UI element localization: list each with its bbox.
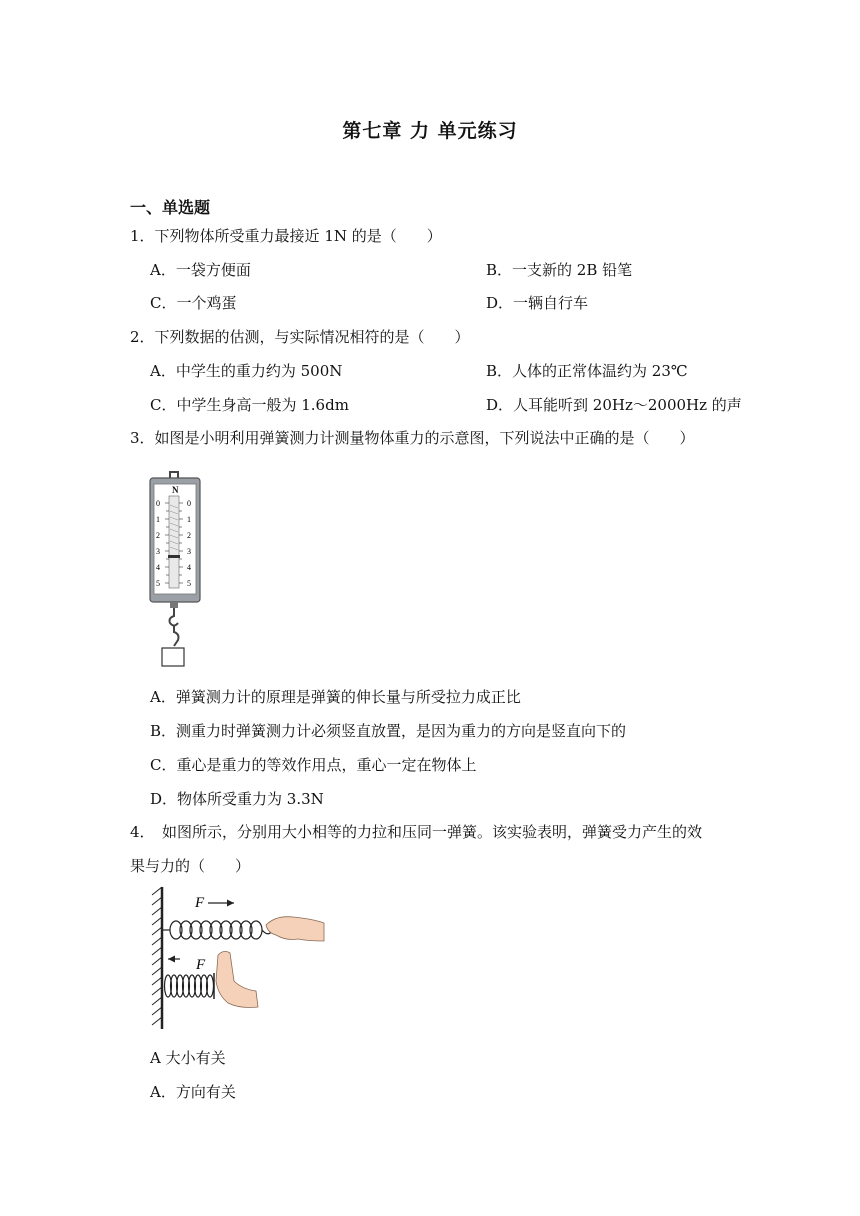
q2-option-d: D．人耳能听到 20Hz～2000Hz 的声 bbox=[486, 396, 742, 414]
scale-left-4: 4 bbox=[156, 563, 160, 572]
q4-option-a: A 大小有关 bbox=[150, 1049, 226, 1067]
q2-option-c: C．中学生身高一般为 1.6dm bbox=[150, 396, 349, 414]
q1-option-b: B．一支新的 2B 铅笔 bbox=[486, 261, 633, 279]
q3-option-b: B．测重力时弹簧测力计必须竖直放置，是因为重力的方向是竖直向下的 bbox=[150, 722, 627, 740]
question-4-stem-line1: 4． 如图所示，分别用大小相等的力拉和压同一弹簧。该实验表明，弹簧受力产生的效 bbox=[130, 823, 703, 841]
scale-right-4: 4 bbox=[187, 563, 191, 572]
scale-left-5: 5 bbox=[156, 579, 160, 588]
force-label-top: F bbox=[195, 895, 205, 911]
scale-right-2: 2 bbox=[187, 531, 191, 540]
q2-option-b: B．人体的正常体温约为 23℃ bbox=[486, 362, 688, 380]
question-2-stem: 2．下列数据的估测，与实际情况相符的是（ ） bbox=[130, 328, 470, 346]
scale-right-1: 1 bbox=[187, 515, 191, 524]
q2-option-a: A．中学生的重力约为 500N bbox=[150, 362, 343, 380]
scale-unit-label: N bbox=[172, 485, 179, 495]
scale-right-5: 5 bbox=[187, 579, 191, 588]
question-3-stem: 3．如图是小明利用弹簧测力计测量物体重力的示意图，下列说法中正确的是（ ） bbox=[130, 429, 695, 447]
scale-left-3: 3 bbox=[156, 547, 160, 556]
spring-scale-figure bbox=[140, 470, 210, 670]
question-4-stem-line2: 果与力的（ ） bbox=[130, 857, 251, 875]
force-label-bottom: F bbox=[196, 957, 206, 973]
q4-option-b: A．方向有关 bbox=[150, 1083, 236, 1101]
scale-right-0: 0 bbox=[187, 499, 191, 508]
scale-left-1: 1 bbox=[156, 515, 160, 524]
q1-option-c: C．一个鸡蛋 bbox=[150, 294, 237, 312]
scale-left-0: 0 bbox=[156, 499, 160, 508]
spring-force-figure bbox=[148, 885, 328, 1033]
q3-option-c: C．重心是重力的等效作用点，重心一定在物体上 bbox=[150, 756, 477, 774]
q1-option-a: A．一袋方便面 bbox=[150, 261, 251, 279]
scale-right-3: 3 bbox=[187, 547, 191, 556]
question-1-stem: 1．下列物体所受重力最接近 1N 的是（ ） bbox=[130, 227, 442, 245]
scale-left-2: 2 bbox=[156, 531, 160, 540]
q3-option-a: A．弹簧测力计的原理是弹簧的伸长量与所受拉力成正比 bbox=[150, 688, 521, 706]
q1-option-d: D．一辆自行车 bbox=[486, 294, 589, 312]
section-heading: 一、单选题 bbox=[130, 198, 211, 217]
q3-option-d: D．物体所受重力为 3.3N bbox=[150, 790, 324, 808]
page-title: 第七章 力 单元练习 bbox=[342, 120, 518, 142]
